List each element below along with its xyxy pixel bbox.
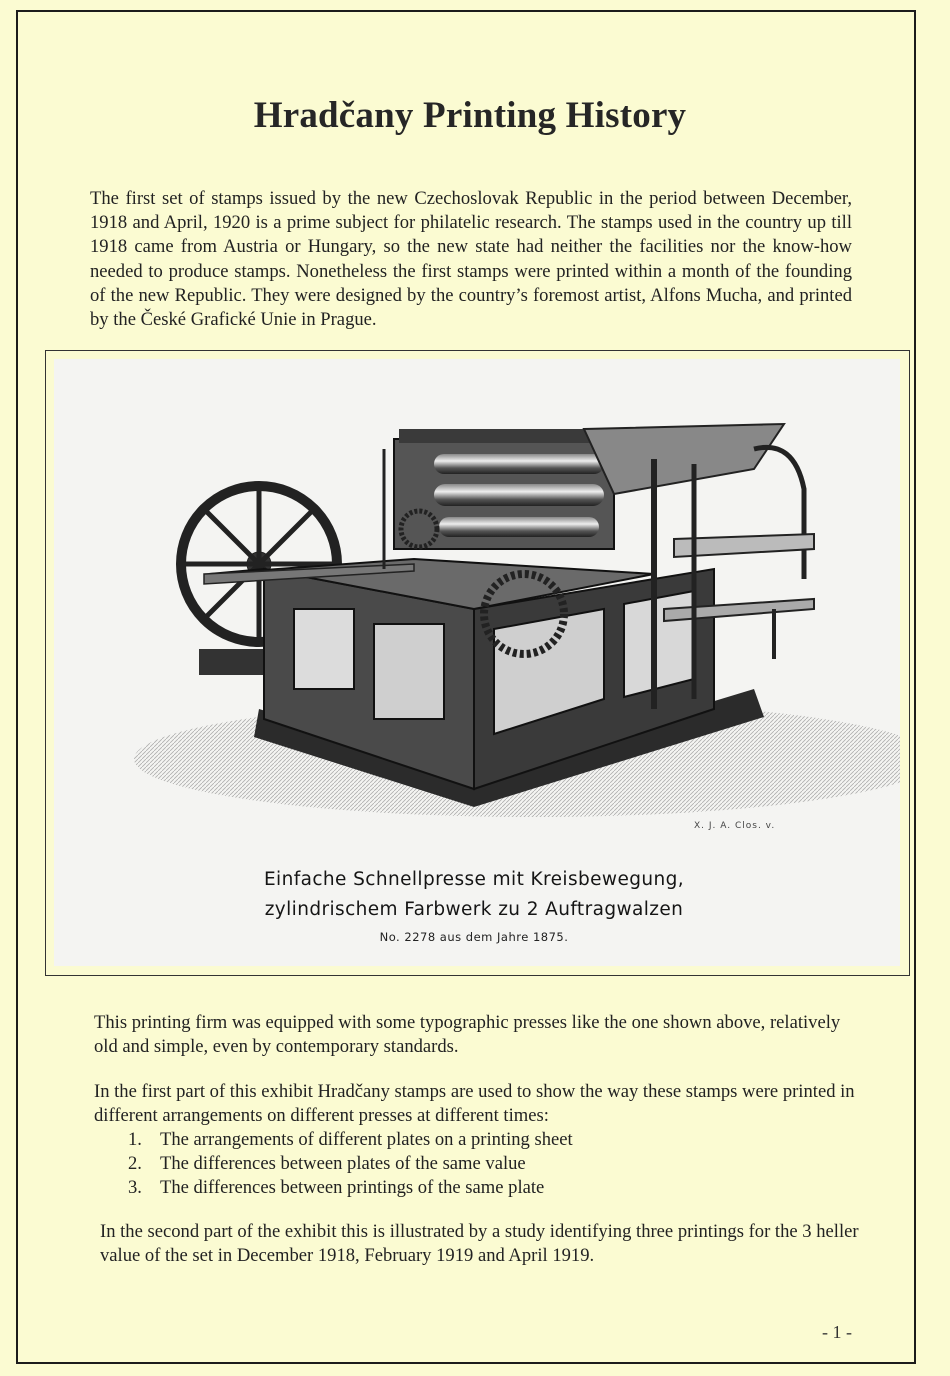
roller bbox=[439, 517, 599, 537]
roller bbox=[434, 454, 604, 474]
figure-caption-line-3: No. 2278 aus dem Jahre 1875. bbox=[379, 930, 569, 944]
list-item-number: 3. bbox=[128, 1177, 142, 1198]
numbered-list bbox=[128, 1128, 573, 1200]
engraver-signature: X. J. A. Clos. v. bbox=[694, 821, 776, 831]
list-item bbox=[128, 1176, 573, 1200]
list-item-number: 2. bbox=[128, 1153, 142, 1174]
printing-press-illustration bbox=[54, 359, 900, 966]
list-item-text: The differences between plates of the same value bbox=[160, 1153, 526, 1174]
body-paragraph: In the second part of the exhibit this is illustrated by a study identifying three printings for the 3 heller value of the set in December 1918, February 1919 and April 1919. bbox=[100, 1221, 859, 1266]
figure-caption-line-2: zylindrischem Farbwerk zu 2 Auftragwalzen bbox=[264, 899, 684, 920]
list-item-text: The arrangements of different plates on a printing sheet bbox=[160, 1129, 573, 1150]
list-item bbox=[128, 1128, 573, 1152]
body-paragraph: This printing firm was equipped with some typographic presses like the one shown above, relatively old and simple, even by contemporary standards. bbox=[94, 1012, 841, 1057]
list-item-number: 1. bbox=[128, 1129, 142, 1150]
body-paragraph: In the first part of this exhibit Hradčany stamps are used to show the way these stamps were printed in different arrangements on different presses at different times: bbox=[94, 1081, 855, 1126]
figure-frame bbox=[45, 350, 910, 976]
figure-caption-line-1: Einfache Schnellpresse mit Kreisbewegung, bbox=[263, 869, 685, 890]
list-item bbox=[128, 1152, 573, 1176]
intro-paragraph: The first set of stamps issued by the new Czechoslovak Republic in the period between December, 1918 and April, 1920 is a prime subject for philatelic research. The stamps used in the country up till 1918 came from Austria or Hungary, so the new state had neither the facilities nor the know-how needed to produce stamps. Nonetheless the first stamps were printed within a month of the founding of the new Republic. They were designed by the country’s foremost artist, Alfons Mucha, and printed by the České Grafické Unie in Prague. bbox=[90, 188, 852, 331]
feed-board bbox=[584, 424, 784, 494]
page-number: - 1 - bbox=[822, 1322, 852, 1342]
roller bbox=[434, 484, 604, 506]
list-item-text: The differences between printings of the same plate bbox=[160, 1177, 545, 1198]
page-title: Hradčany Printing History bbox=[253, 95, 687, 136]
printing-press-engraving bbox=[54, 359, 900, 859]
